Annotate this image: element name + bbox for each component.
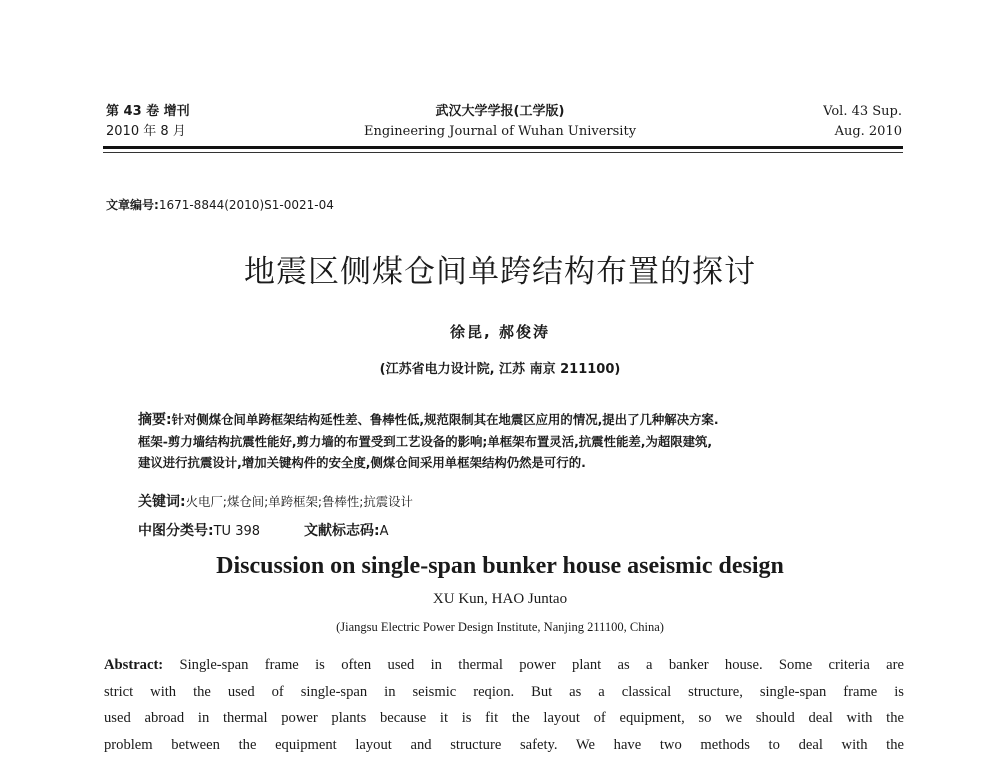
- publication-date-cn: 2010 年 8 月: [106, 124, 186, 139]
- affiliation-en: (Jiangsu Electric Power Design Institute, Nanjing 211100, China): [336, 620, 664, 634]
- volume-en: Vol. 43 Sup.: [823, 104, 902, 119]
- abstract-en-text-1: Single-span frame is often used in thermal power plant as a banker house. Some criteria are: [179, 657, 904, 673]
- journal-volume-en: [823, 102, 902, 142]
- abstract-en-label: Abstract:: [104, 657, 164, 673]
- abstract-en-text-3: used abroad in thermal power plants because it is fit the layout of equipment, so we should deal with the: [104, 710, 904, 726]
- abstract-en: [104, 652, 904, 758]
- article-number-value: 1671-8844(2010)S1-0021-04: [158, 198, 334, 212]
- title-en: Discussion on single-span bunker house aseismic design: [216, 553, 784, 579]
- journal-volume-info: [106, 102, 190, 142]
- keywords-cn-label: 关键词:: [138, 494, 186, 510]
- article-number: [106, 196, 334, 213]
- authors-cn: 徐昆, 郝俊涛: [450, 323, 550, 341]
- abstract-en-text-4: problem between the equipment layout and structure safety. We have two methods to deal with the: [104, 736, 904, 753]
- abstract-cn-text-3: 建议进行抗震设计,增加关键构件的安全度,侧煤仓间采用单框架结构仍然是可行的.: [138, 455, 586, 470]
- authors-en: XU Kun, HAO Juntao: [432, 591, 568, 607]
- abstract-cn-text-2: 框架-剪力墙结构抗震性能好,剪力墙的布置受到工艺设备的影响;单框架布置灵活,抗震性能差,为超限建筑,: [138, 434, 713, 449]
- abstract-cn-text-1: 针对侧煤仓间单跨框架结构延性差、鲁棒性低,规范限制其在地震区应用的情况,提出了几种解决方案.: [171, 412, 719, 427]
- volume-issue: 第 43 卷 增刊: [106, 104, 190, 119]
- abstract-cn: [138, 409, 883, 473]
- classification-value: TU 398: [213, 524, 261, 539]
- journal-name: [300, 102, 700, 142]
- abstract-cn-label: 摘要:: [138, 412, 172, 428]
- affiliation-cn: (江苏省电力设计院, 江苏 南京 211100): [379, 362, 621, 377]
- title-cn: 地震区侧煤仓间单跨结构布置的探讨: [244, 254, 756, 290]
- doc-code-value: A: [379, 524, 389, 539]
- publication-date-en: Aug. 2010: [834, 124, 902, 139]
- header-rule-thin: [103, 152, 903, 153]
- classification-label: 中图分类号:: [138, 523, 214, 539]
- keywords-cn-value: 火电厂;煤仓间;单跨框架;鲁棒性;抗震设计: [185, 494, 413, 509]
- keywords-cn: [138, 491, 413, 511]
- abstract-cn-line: [138, 409, 883, 431]
- header-rule-thick: [103, 146, 903, 149]
- abstract-en-text-2: strict with the used of single-span in seismic reqion. But as a classical structure, single-span frame is: [104, 683, 904, 700]
- doc-code-label: 文献标志码:: [304, 523, 380, 539]
- article-number-label: 文章编号:: [106, 198, 159, 212]
- classification-cn: [138, 520, 389, 540]
- journal-name-en: Engineering Journal of Wuhan University: [363, 124, 637, 139]
- journal-name-cn: 武汉大学学报(工学版): [435, 104, 565, 119]
- abstract-en-line: [104, 652, 904, 679]
